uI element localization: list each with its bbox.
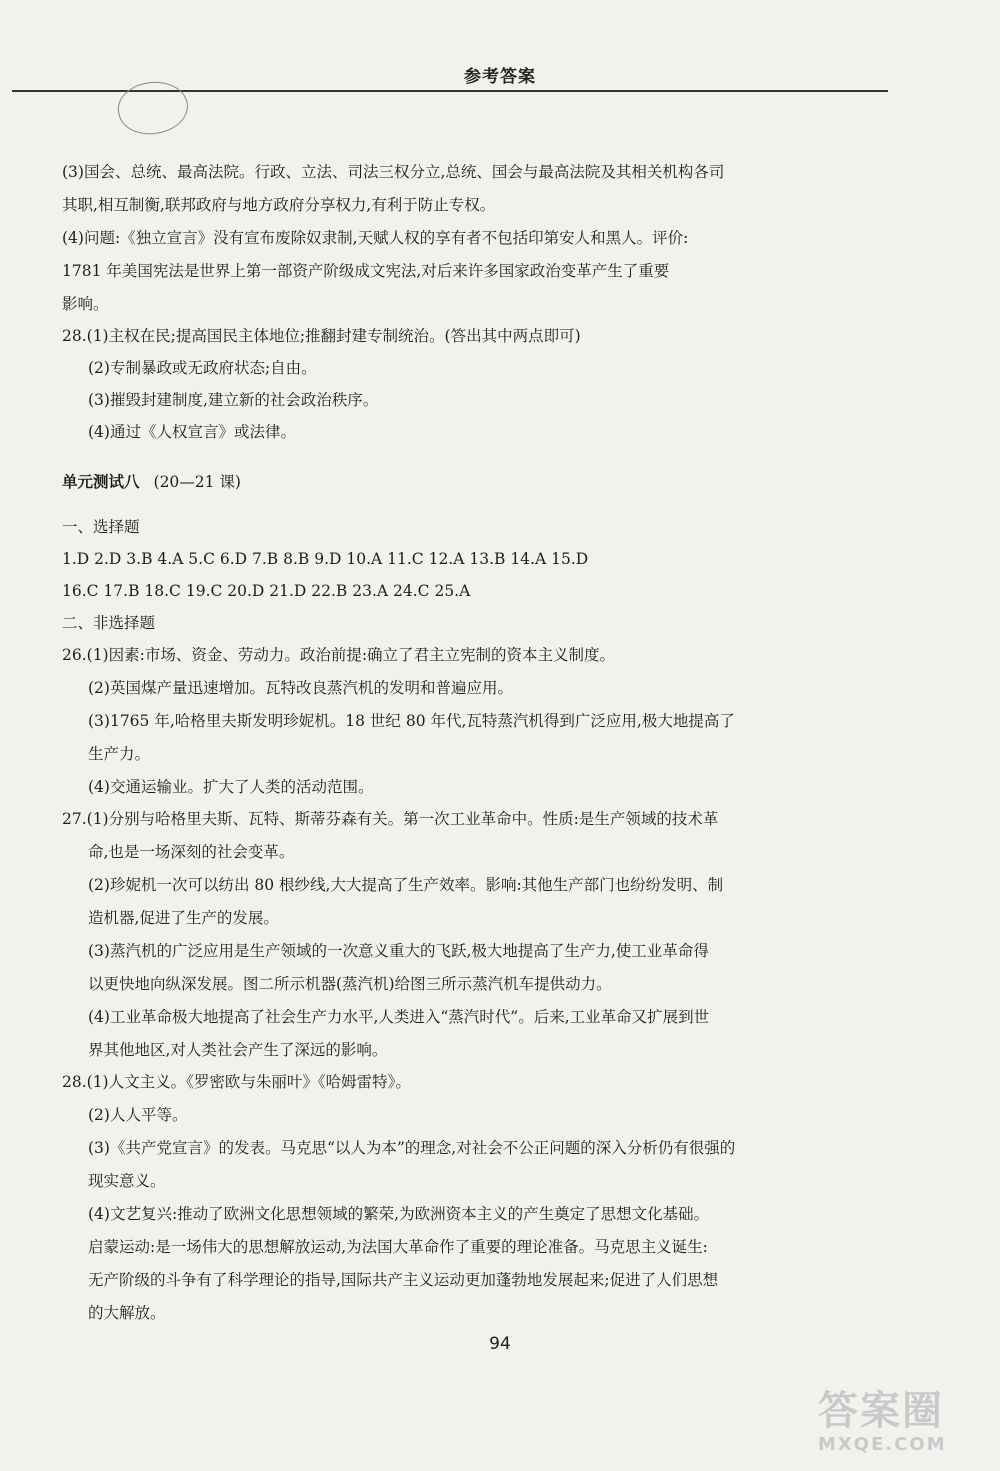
answer-line: (3)《共产党宣言》的发表。马克思“以人为本”的理念,对社会不公正问题的深入分析仍有很强的: [88, 1139, 736, 1157]
answer-line: 27.(1)分别与哈格里夫斯、瓦特、斯蒂芬森有关。第一次工业革命中。性质:是生产领域的技术革: [62, 810, 719, 828]
unit-test-title: 单元测试八: [62, 473, 140, 491]
answer-line: (3)1765 年,哈格里夫斯发明珍妮机。18 世纪 80 年代,瓦特蒸汽机得到广泛应用,极大地提高了: [88, 712, 735, 730]
answer-line: 其职,相互制衡,联邦政府与地方政府分享权力,有利于防止专权。: [62, 196, 496, 214]
answer-line: (4)通过《人权宣言》或法律。: [88, 423, 296, 441]
answer-line: (4)问题:《独立宣言》没有宣布废除奴隶制,天赋人权的享有者不包括印第安人和黑人。评价:: [62, 229, 689, 247]
page-header-title: 参考答案: [464, 67, 536, 87]
watermark-main: 答案圈: [818, 1388, 944, 1434]
answer-line: 26.(1)因素:市场、资金、劳动力。政治前提:确立了君主立宪制的资本主义制度。: [62, 646, 616, 664]
answer-line: 界其他地区,对人类社会产生了深远的影响。: [88, 1041, 388, 1059]
unit-test-range: (20—21 课): [153, 473, 241, 491]
page-number: 94: [489, 1334, 511, 1354]
answer-line: 无产阶级的斗争有了科学理论的指导,国际共产主义运动更加蓬勃地发展起来;促进了人们思想: [88, 1271, 719, 1289]
answer-line: 1781 年美国宪法是世界上第一部资产阶级成文宪法,对后来许多国家政治变革产生了重要: [62, 262, 670, 280]
answer-line: 现实意义。: [88, 1172, 166, 1190]
section-label: 一、选择题: [62, 518, 140, 536]
answer-line: (4)文艺复兴:推动了欧洲文化思想领域的繁荣,为欧洲资本主义的产生奠定了思想文化基础。: [88, 1205, 710, 1223]
answer-line: 造机器,促进了生产的发展。: [88, 909, 279, 927]
answer-line: 影响。: [62, 295, 109, 313]
answer-line: (2)人人平等。: [88, 1106, 188, 1124]
answer-line: 28.(1)主权在民;提高国民主体地位;推翻封建专制统治。(答出其中两点即可): [62, 327, 581, 345]
answer-line: (2)专制暴政或无政府状态;自由。: [88, 359, 317, 377]
answer-line: 启蒙运动:是一场伟大的思想解放运动,为法国大革命作了重要的理论准备。马克思主义诞生:: [88, 1238, 708, 1256]
answer-line: (4)工业革命极大地提高了社会生产力水平,人类进入“蒸汽时代”。后来,工业革命又扩展到世: [88, 1008, 710, 1026]
answer-line: (2)英国煤产量迅速增加。瓦特改良蒸汽机的发明和普遍应用。: [88, 679, 513, 697]
answer-line: 以更快地向纵深发展。图二所示机器(蒸汽机)给图三所示蒸汽机车提供动力。: [88, 975, 612, 993]
watermark-url: MXQE.COM: [818, 1434, 947, 1455]
answer-line: (3)国会、总统、最高法院。行政、立法、司法三权分立,总统、国会与最高法院及其相关机构各司: [62, 163, 725, 181]
answer-line: (3)摧毁封建制度,建立新的社会政治秩序。: [88, 391, 379, 409]
watermark-logo: [818, 1388, 988, 1468]
answer-line: 命,也是一场深刻的社会变革。: [88, 843, 295, 861]
answer-line: (4)交通运输业。扩大了人类的活动范围。: [88, 778, 374, 796]
section-label: 二、非选择题: [62, 614, 156, 632]
choice-answers: 1.D 2.D 3.B 4.A 5.C 6.D 7.B 8.B 9.D 10.A 11.C 12.A 13.B 14.A 15.D: [62, 550, 589, 568]
answer-line: 28.(1)人文主义。《罗密欧与朱丽叶》《哈姆雷特》。: [62, 1073, 411, 1091]
choice-answers: 16.C 17.B 18.C 19.C 20.D 21.D 22.B 23.A 24.C 25.A: [62, 582, 471, 600]
unit-test-heading: [62, 470, 241, 492]
answer-line: 生产力。: [88, 745, 151, 763]
answer-line: (3)蒸汽机的广泛应用是生产领域的一次意义重大的飞跃,极大地提高了生产力,使工业革命得: [88, 942, 709, 960]
answer-line: 的大解放。: [88, 1304, 166, 1322]
answer-line: (2)珍妮机一次可以纺出 80 根纱线,大大提高了生产效率。影响:其他生产部门也纷纷发明、制: [88, 876, 724, 894]
